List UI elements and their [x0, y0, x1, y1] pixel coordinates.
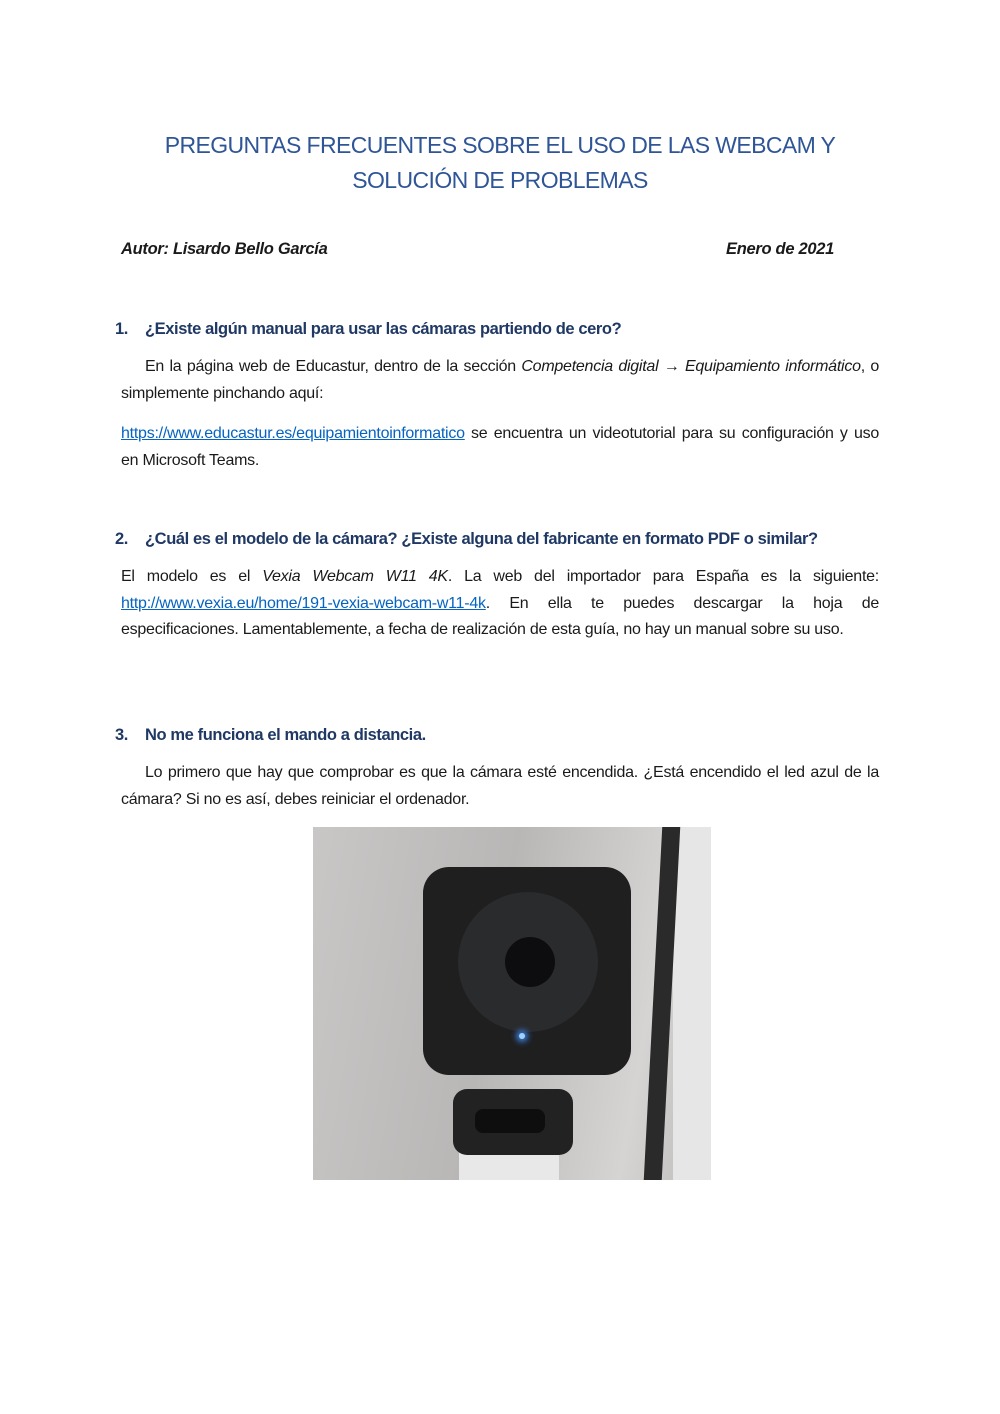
section-2-heading [115, 530, 895, 549]
section-1-heading [115, 320, 895, 339]
blue-led-icon [519, 1033, 525, 1039]
author: Autor: Lisardo Bello García [121, 240, 328, 258]
section-1-paragraph-2 [121, 421, 879, 474]
italic-text: Competencia digital [521, 358, 659, 375]
lens-ring [458, 892, 598, 1032]
vexia-link[interactable]: http://www.vexia.eu/home/191-vexia-webcam-w11-4k [121, 594, 486, 612]
educastur-link[interactable]: https://www.educastur.es/equipamientoinformatico [121, 425, 465, 442]
section-number: 3. [115, 726, 128, 744]
italic-text: Vexia Webcam W11 4K [262, 568, 448, 585]
wall [673, 827, 711, 1180]
text: En la página web de Educastur, dentro de la sección [145, 358, 522, 375]
heading-text: No me funciona el mando a distancia. [145, 726, 426, 744]
text: , o simplemente pinchando aquí: [121, 358, 879, 402]
webcam-photo [313, 827, 711, 1180]
heading-text: ¿Cuál es el modelo de la cámara? ¿Existe alguna del fabricante en formato PDF o similar? [145, 530, 818, 548]
webcam-body [423, 867, 631, 1075]
mount-slot [475, 1109, 545, 1133]
heading-text: ¿Existe algún manual para usar las cámaras partiendo de cero? [145, 320, 622, 338]
text: se encuentra un videotutorial para su configuración y uso en Microsoft Teams. [121, 425, 879, 469]
section-number: 1. [115, 320, 128, 338]
section-number: 2. [115, 530, 128, 548]
text: El modelo es el [121, 568, 263, 585]
arrow-icon: → [658, 358, 685, 375]
text: . La web del importador para España es la siguiente: [447, 568, 879, 585]
date: Enero de 2021 [726, 240, 834, 258]
document-title [100, 128, 900, 198]
webcam-mount [453, 1089, 573, 1155]
section-1-paragraph-1 [121, 354, 879, 407]
italic-text: Equipamiento informático [684, 358, 861, 375]
lens [505, 937, 555, 987]
section-3-heading [115, 726, 895, 745]
title-line-1: PREGUNTAS FRECUENTES SOBRE EL USO DE LAS WEBCAM Y [164, 132, 836, 158]
section-2-paragraph [121, 564, 879, 644]
text: . En ella te puedes descargar la hoja de especificaciones. Lamentablemente, a fecha de realización de esta guía, no hay un manual sobre su uso. [121, 594, 879, 638]
title-line-2: SOLUCIÓN DE PROBLEMAS [352, 167, 648, 193]
section-3-paragraph: Lo primero que hay que comprobar es que la cámara esté encendida. ¿Está encendido el led azul de la cámara? Si no es así, debes reiniciar el ordenador. [121, 764, 879, 808]
